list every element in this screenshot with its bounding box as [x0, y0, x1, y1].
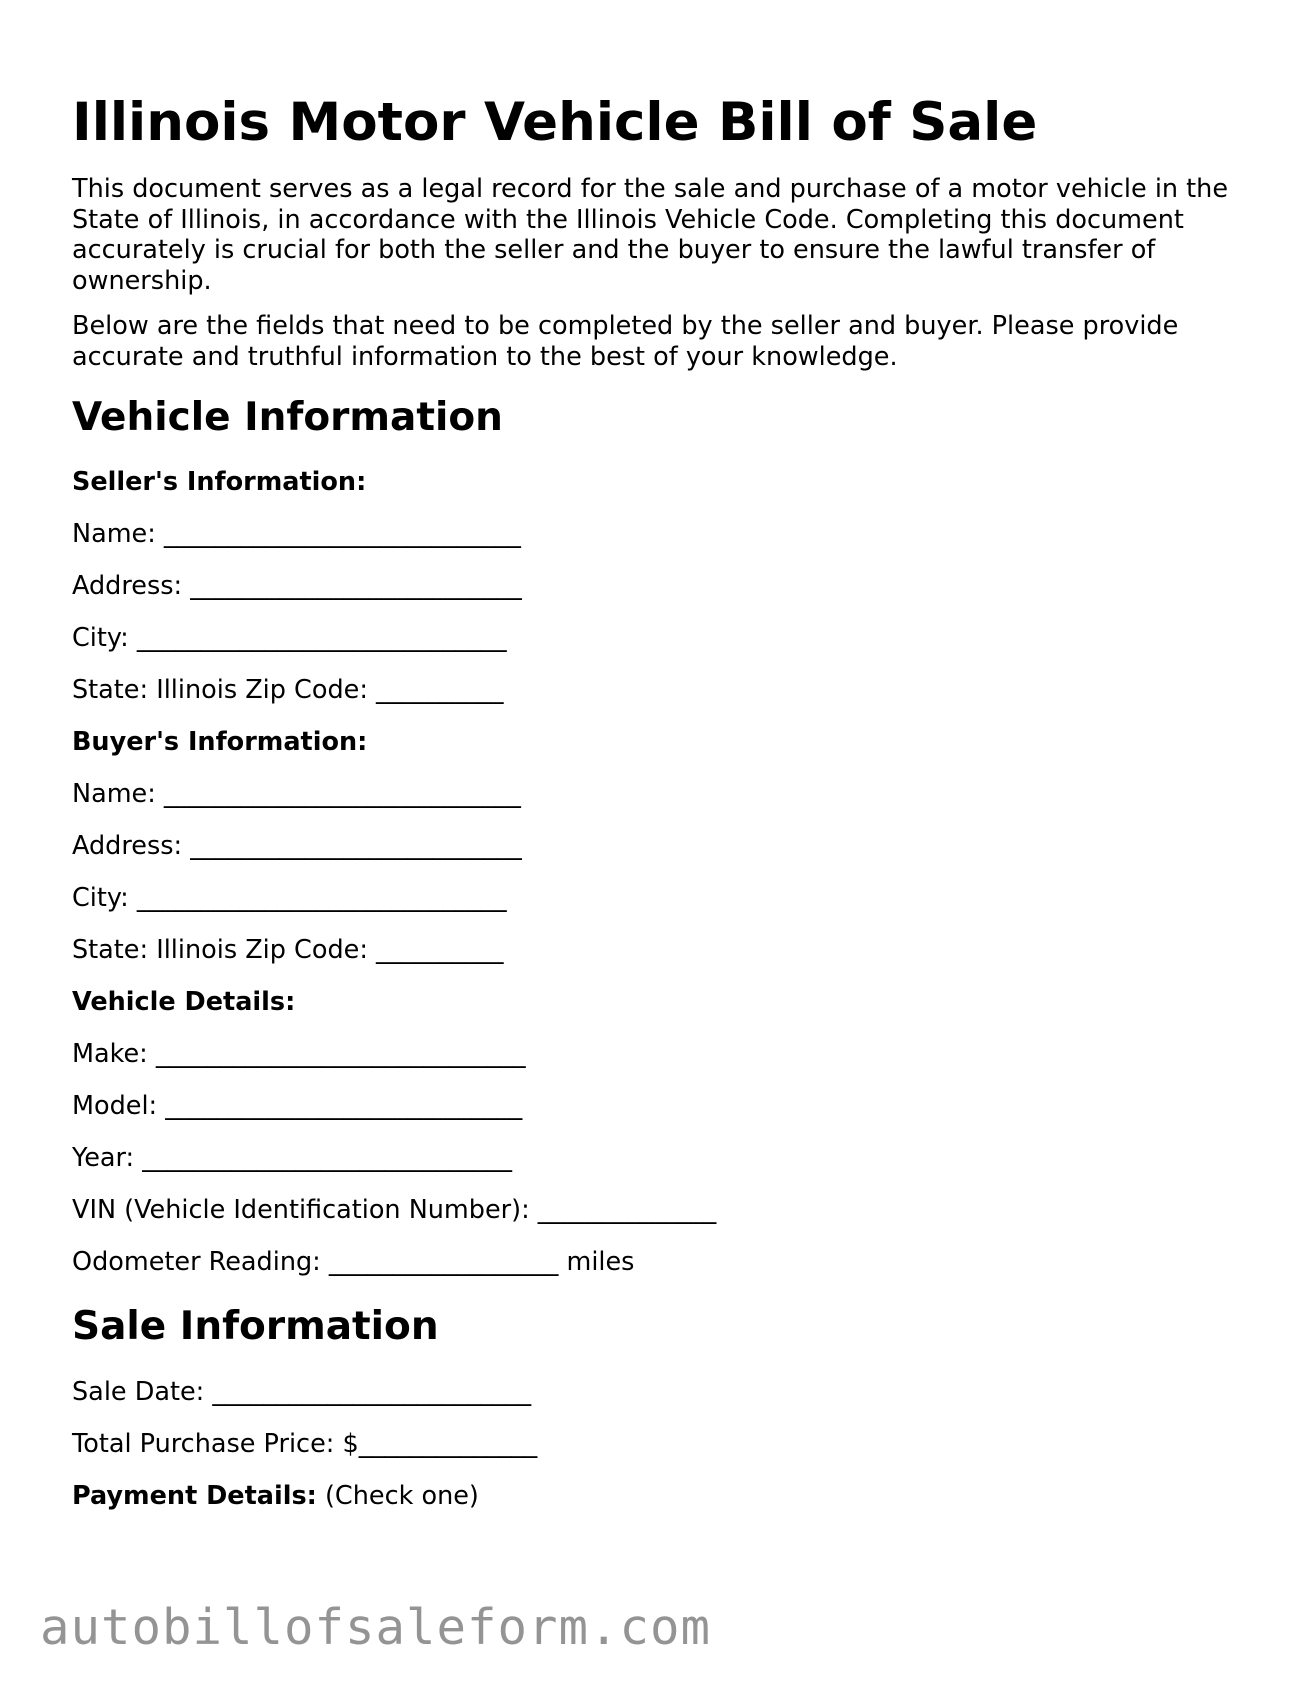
site-watermark: autobillofsaleform.com: [40, 1599, 712, 1656]
seller-city-field: City: _____________________________: [72, 623, 507, 653]
seller-name-field: Name: ____________________________: [72, 519, 521, 549]
purchase-price-field: Total Purchase Price: $______________: [72, 1429, 538, 1459]
buyer-name-field: Name: ____________________________: [72, 779, 521, 809]
buyer-address-field: Address: __________________________: [72, 831, 522, 861]
intro-paragraph-2: Below are the fields that need to be completed by the seller and buyer. Please provide accurate and truthful information to the best of your knowledge.: [72, 311, 1179, 372]
vehicle-make-field: Make: _____________________________: [72, 1039, 526, 1069]
buyer-state-zip-field: State: Illinois Zip Code: __________: [72, 935, 504, 965]
seller-info-heading: Seller's Information:: [72, 467, 367, 497]
payment-details-line: [72, 1480, 479, 1512]
vehicle-details-heading: Vehicle Details:: [72, 987, 296, 1017]
vehicle-odometer-field: Odometer Reading: __________________ miles: [72, 1247, 635, 1277]
vehicle-year-field: Year: _____________________________: [72, 1143, 512, 1173]
payment-details-note: (Check one): [316, 1481, 479, 1511]
seller-address-field: Address: __________________________: [72, 571, 522, 601]
buyer-info-heading: Buyer's Information:: [72, 727, 368, 757]
sale-date-field: Sale Date: _________________________: [72, 1377, 532, 1407]
intro-paragraph-1: This document serves as a legal record for the sale and purchase of a motor vehicle in the State of Illinois, in accordance with the Illinois Vehicle Code. Completing this document accurately is crucial for both the seller and the buyer to ensure the lawful transfer of ownership.: [72, 174, 1229, 296]
seller-state-zip-field: State: Illinois Zip Code: __________: [72, 675, 504, 705]
vehicle-vin-field: VIN (Vehicle Identification Number): ______________: [72, 1195, 717, 1225]
payment-details-label: Payment Details:: [72, 1481, 317, 1511]
vehicle-model-field: Model: ____________________________: [72, 1091, 523, 1121]
sale-information-heading: Sale Information: [72, 1304, 439, 1349]
document-title: Illinois Motor Vehicle Bill of Sale: [72, 92, 1038, 153]
buyer-city-field: City: _____________________________: [72, 883, 507, 913]
vehicle-information-heading: Vehicle Information: [72, 395, 503, 440]
